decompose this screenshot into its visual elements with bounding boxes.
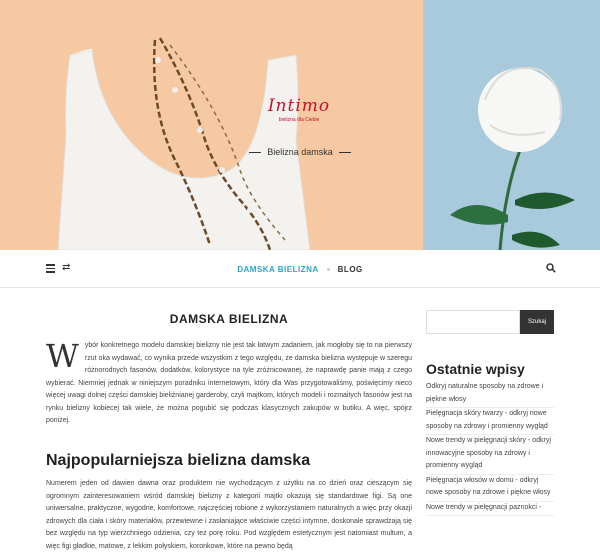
dropcap: W [46,337,79,375]
nav-link-blog[interactable]: BLOG [337,264,363,274]
search-input[interactable] [426,310,520,334]
site-logo[interactable] [244,96,354,123]
recent-post-link[interactable]: Pielęgnacja włosów w domu - odkryj nowe sposoby na zdrowe i piękne włosy [426,475,554,502]
hero-illustration [0,0,600,250]
recent-post-link[interactable]: Nowe trendy w pielęgnacji skóry - odkryj innowacyjne sposoby na zdrowy i promienny wygląd [426,435,554,475]
recent-posts-list [426,381,554,516]
intro-text: ybór konkretnego modelu damskiej bielizny nie jest tak łatwym zadaniem, jak mogłoby się to na pierwszy rzut oka wydawać, co wynika przede wszystkim z tego względu, że damska bielizna występuje w szeregu różnorodnych fasonów, dodatków, kolorystyce na tyle zróżnicowanej, że naprawdę panie mają z czego wybierać. Niemniej jednak w niniejszym poradniku internetowym, który dla Was przygotowaliśmy, poświęcimy nieco więcej uwagi dolnej części damskiej bieliźnianej garderoby, czyli majtkom, których modeli i rozmaitych fasonów jest na rynku bielizny kobiecej tak wiele, że można pogubić się podczas klasycznych zakupów w butiku. A więc, spójrz poniżej. [46,342,412,424]
main-navigation [0,250,600,288]
tagline-divider [339,152,351,153]
hero-banner [0,0,600,250]
recent-post-link[interactable]: Pielęgnacja skóry twarzy - odkryj nowe sposoby na zdrowy i promienny wygląd [426,408,554,435]
logo-subtitle: bielizna dla Ciebie [278,117,320,123]
article-intro [46,337,412,428]
nav-links [0,250,600,288]
section-heading: Najpopularniejsza bielizna damska [46,452,311,469]
recent-post-link[interactable]: Nowe trendy w pielęgnacji paznokci - [426,502,554,517]
search-button[interactable]: Szukaj [520,310,554,334]
recent-post-link[interactable]: Odkryj naturalne sposoby na zdrowe i piękne włosy [426,381,554,408]
tagline-divider [249,152,261,153]
site-tagline [240,147,360,157]
nav-link-damska-bielizna[interactable]: DAMSKA BIELIZNA [237,264,319,274]
search-icon[interactable] [546,263,556,273]
recent-posts-title: Ostatnie wpisy [426,361,525,377]
sidebar-search [426,310,554,334]
page-title: DAMSKA BIELIZNA [169,312,289,326]
tagline-text: Bielizna damska [267,147,333,157]
nav-separator [327,268,330,271]
shuffle-icon[interactable]: ⇄ [62,262,71,273]
article-body: Numerem jeden od dawien dawna oraz produktem nie wychodzącym z użytku na co dzień oraz cieszącym się ogromnym zainteresowaniem wśród damskiej bielizny z kategorii majtki okazują się standardowe figi. Są one uniwersalne, praktyczne, wygodne, komfortowe, najczęściej robione z wykorzystaniem naturalnych a więc przy okazji zdrowych dla ciała i skóry materiałów, przewiewne i zasłaniające właściwie części intymne, doskonale sprawdzają się bez względu na typ wierzchniego odzienia, czy też porę roku. Pod względem estetycznym jest natomiast multum, a więc figi gładkie, matowe, z lekkim połyskiem, koronkowe, które na pewno będą [46,480,412,550]
logo-title: Intimo [267,96,331,116]
